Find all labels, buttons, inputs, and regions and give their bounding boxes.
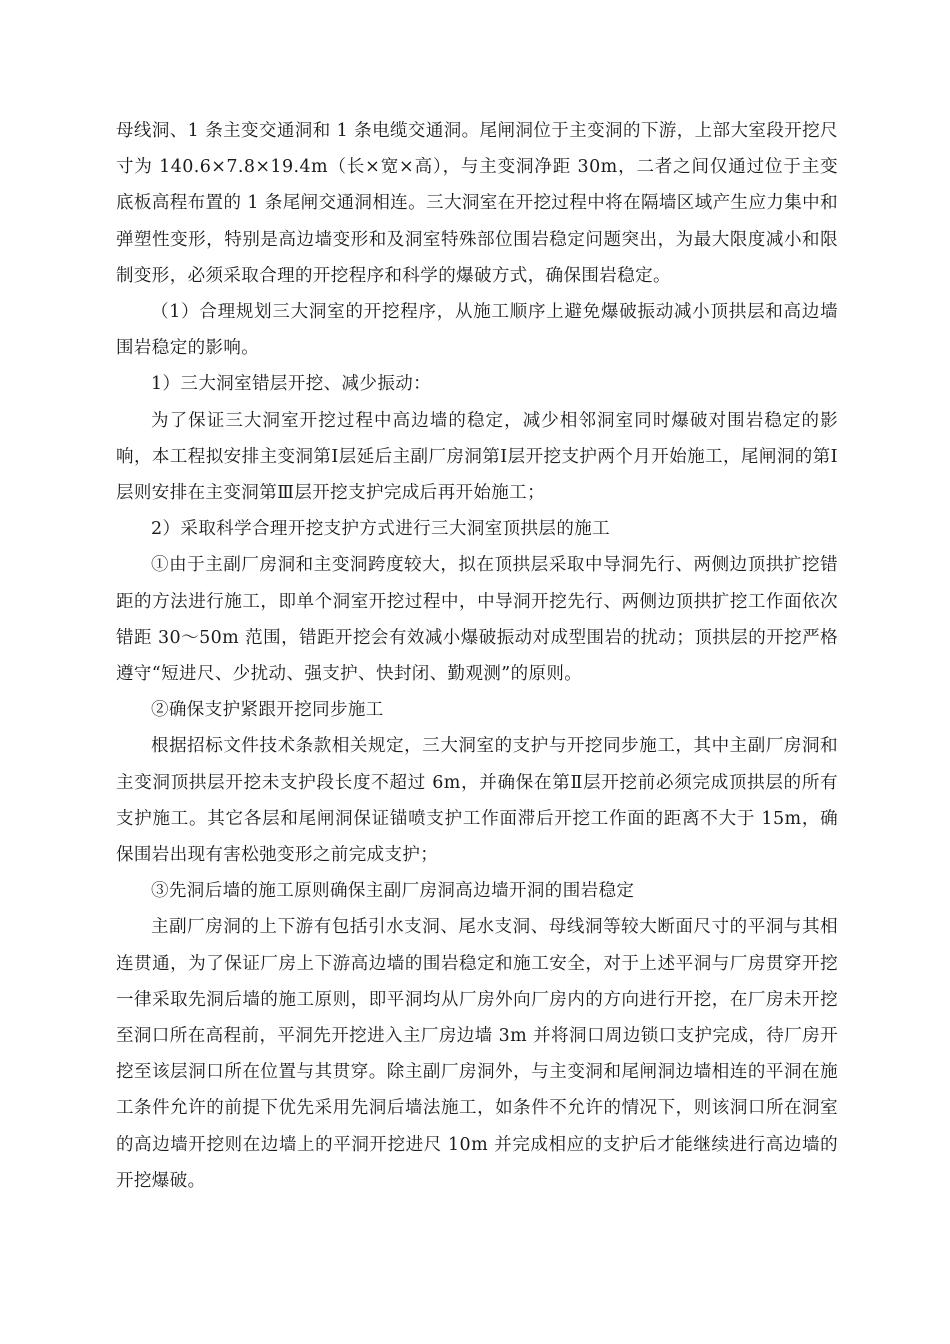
paragraph-staggered-excavation: 为了保证三大洞室开挖过程中高边墙的稳定，减少相邻洞室同时爆破对围岩稳定的影响，本工程拟安排主变洞第Ⅰ层延后主副厂房洞第Ⅰ层开挖支护两个月开始施工，尾闸洞的第Ⅰ层则安排在主变洞第Ⅲ层开挖支护完成后再开始施工； — [116, 410, 838, 504]
paragraph-section-1: （1）合理规划三大洞室的开挖程序，从施工顺序上避免爆破振动减小顶拱层和高边墙围岩稳定的影响。 — [116, 302, 838, 359]
paragraph-heading-1: 1）三大洞室错层开挖、减少振动： — [151, 374, 432, 395]
paragraph-support-sync: 根据招标文件技术条款相关规定，三大洞室的支护与开挖同步施工，其中主副厂房洞和主变洞顶拱层开挖未支护段长度不超过 6m，并确保在第Ⅱ层开挖前必须完成顶拱层的所有支护施工。其它各层和尾闸洞保证锚喷支护工作面滞后开挖工作面的距离不大于 15m，确保围岩出现有害松弛变形之前完成支护； — [116, 736, 838, 866]
paragraph-continuation: 母线洞、1 条主变交通洞和 1 条电缆交通洞。尾闸洞位于主变洞的下游，上部大室段开挖尺寸为 140.6×7.8×19.4m（长×宽×高），与主变洞净距 30m，二者之间仅通过位于主变底板高程布置的 1 条尾闸交通洞相连。三大洞室在开挖过程中将在隔墙区域产生应力集中和弹塑性变形，特别是高边墙变形和及洞室特殊部位围岩稳定问题突出，为最大限度减小和限制变形，必须采取合理的开挖程序和科学的爆破方式，确保围岩稳定。 — [116, 121, 838, 286]
paragraph-item-1: ①由于主副厂房洞和主变洞跨度较大，拟在顶拱层采取中导洞先行、两侧边顶拱扩挖错距的方法进行施工，即单个洞室开挖过程中，中导洞开挖先行、两侧边顶拱扩挖工作面依次错距 30～50m 范围，错距开挖会有效减小爆破振动对成型围岩的扰动；顶拱层的开挖严格遵守“短进尺、少扰动、强支护、快封闭、勤观测”的原则。 — [116, 555, 838, 685]
paragraph-item-3-heading: ③先洞后墙的施工原则确保主副厂房洞高边墙开洞的围岩稳定 — [151, 881, 635, 902]
paragraph-tunnel-first: 主副厂房洞的上下游有包括引水支洞、尾水支洞、母线洞等较大断面尺寸的平洞与其相连贯通，为了保证厂房上下游高边墙的围岩稳定和施工安全，对于上述平洞与厂房贯穿开挖一律采取先洞后墙的施工原则，即平洞均从厂房外向厂房内的方向进行开挖，在厂房未开挖至洞口所在高程前，平洞先开挖进入主厂房边墙 3m 并将洞口周边锁口支护完成，待厂房开挖至该层洞口所在位置与其贯穿。除主副厂房洞外，与主变洞和尾闸洞边墙相连的平洞在施工条件允许的前提下优先采用先洞后墙法施工，如条件不允许的情况下，则该洞口所在洞室的高边墙开挖则在边墙上的平洞开挖进尺 10m 并完成相应的支护后才能继续进行高边墙的开挖爆破。 — [116, 917, 838, 1191]
paragraph-heading-2: 2）采取科学合理开挖支护方式进行三大洞室顶拱层的施工 — [151, 519, 611, 540]
document-page — [116, 113, 838, 1199]
paragraph-item-2-heading: ②确保支护紧跟开挖同步施工 — [151, 700, 384, 721]
